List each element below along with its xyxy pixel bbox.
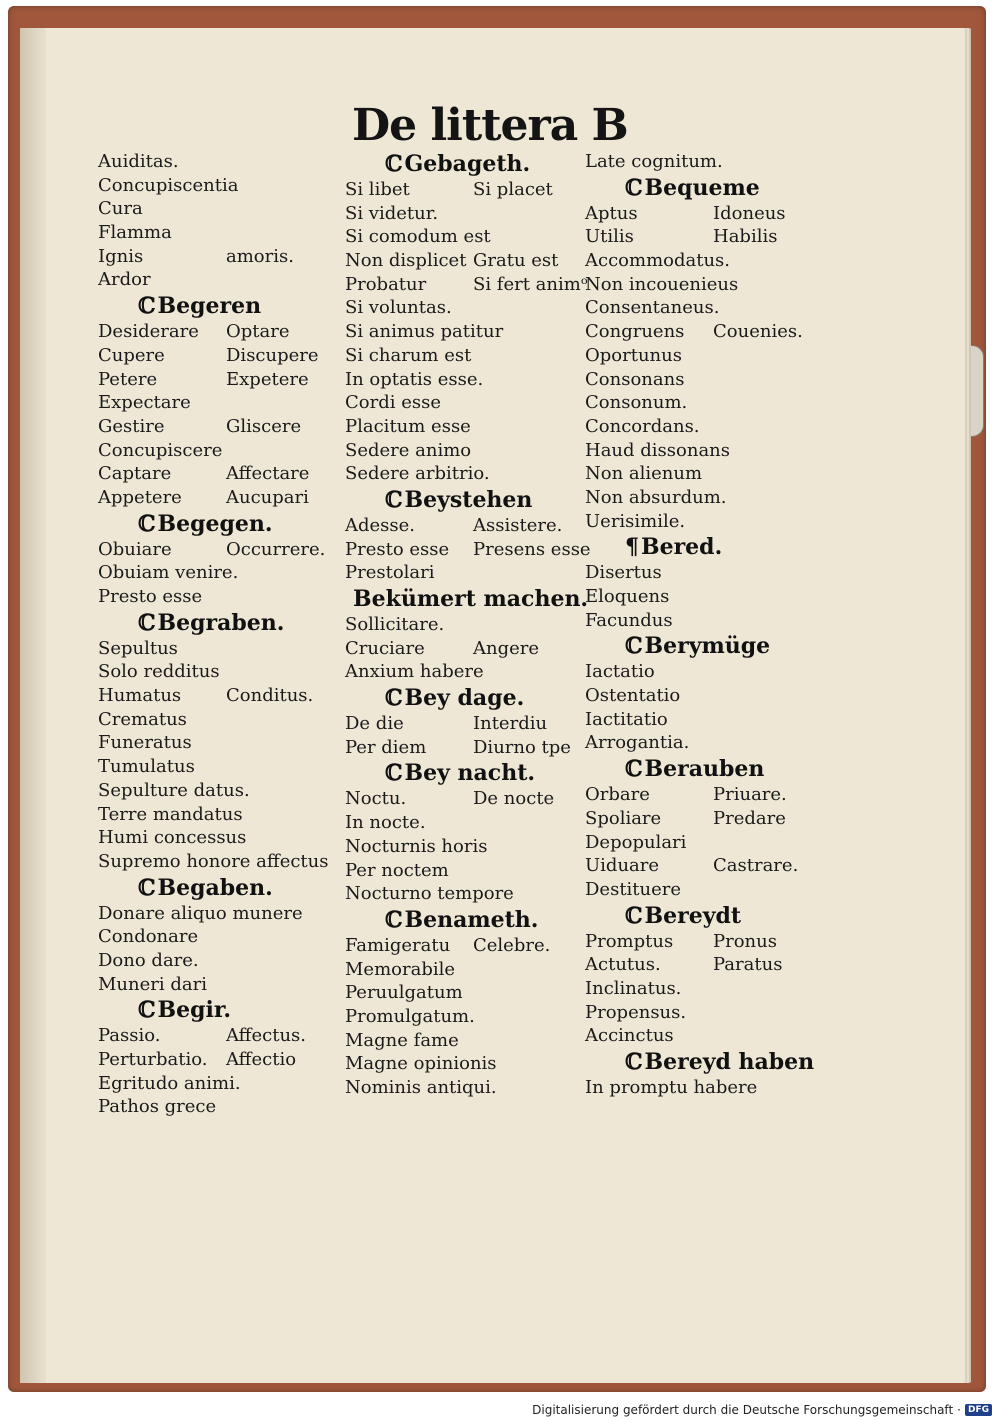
term: Sedere arbitrio.: [345, 463, 490, 485]
term: Spoliare: [585, 807, 662, 829]
term-synonym: Castrare.: [713, 855, 799, 877]
term: Desiderare: [98, 321, 199, 343]
term: Depopulari: [585, 831, 687, 853]
entry-line: [585, 731, 835, 755]
term-synonym: Affectare: [226, 463, 310, 485]
entry-line: [585, 249, 835, 273]
pilcrow-icon: ℂ: [385, 151, 403, 177]
entry-line: [98, 902, 348, 926]
term: Consonans: [585, 368, 685, 390]
pilcrow-icon: ℂ: [138, 997, 156, 1024]
entry-heading: [345, 685, 595, 711]
entry-heading: [345, 760, 595, 786]
page-gutter: [20, 28, 46, 1383]
term-synonym: Expetere: [226, 368, 309, 390]
entry-line: [98, 684, 348, 708]
term: Accommodatus.: [585, 250, 731, 272]
term: Prestolari: [345, 562, 435, 584]
term: Sepultus: [98, 637, 178, 659]
entry-line: [98, 1072, 348, 1096]
entry-line: [345, 1052, 595, 1076]
entry-line: [345, 514, 595, 538]
term: Expectare: [98, 392, 191, 414]
term: Cruciare: [345, 637, 425, 659]
entry-line: [345, 344, 595, 368]
entry-line: [98, 391, 348, 415]
entry-line: [98, 1024, 348, 1048]
entry-line: [98, 415, 348, 439]
term: Humi concessus: [98, 827, 247, 849]
term: Nominis antiqui.: [345, 1077, 497, 1098]
term-synonym: Interdiu: [473, 713, 548, 735]
entry-line: [345, 178, 595, 202]
entry-line: [585, 1076, 835, 1100]
entry-line: [585, 930, 835, 954]
term: Captare: [98, 463, 172, 485]
term: Pathos grece: [98, 1096, 217, 1118]
term: Appetere: [98, 486, 182, 508]
entry-line: [345, 934, 595, 958]
entry-line: [98, 561, 348, 585]
heading-text: Begir.: [157, 997, 232, 1024]
entry-heading: [345, 907, 595, 933]
entry-line: [98, 486, 348, 510]
entry-line: [345, 1005, 595, 1029]
term: Consentaneus.: [585, 297, 720, 319]
entry-line: [585, 953, 835, 977]
term: Auiditas.: [98, 151, 179, 172]
entry-line: [585, 660, 835, 684]
term-synonym: De nocte: [473, 788, 555, 810]
term: Facundus: [585, 609, 673, 631]
term-synonym: Diurno tpe: [473, 736, 571, 758]
entry-line: [585, 150, 835, 174]
entry-line: [345, 391, 595, 415]
term: Concordans.: [585, 415, 700, 437]
entry-heading: [345, 487, 595, 513]
column-1: [98, 150, 348, 1119]
entry-line: [345, 273, 595, 297]
term-synonym: Conditus.: [226, 685, 314, 707]
entry-line: [345, 202, 595, 226]
term: Destituere: [585, 878, 682, 900]
entry-line: [98, 949, 348, 973]
term: Sedere animo: [345, 439, 472, 461]
entry-line: [585, 486, 835, 510]
term: Si charum est: [345, 344, 472, 366]
term: Sollicitare.: [345, 614, 445, 635]
entry-line: [345, 736, 595, 760]
entry-line: [585, 202, 835, 226]
entry-line: [98, 779, 348, 803]
entry-line: [585, 585, 835, 609]
entry-line: [98, 826, 348, 850]
term-synonym: Aucupari: [226, 486, 309, 508]
entry-line: [585, 368, 835, 392]
entry-line: [585, 783, 835, 807]
term: Passio.: [98, 1025, 161, 1047]
entry-line: [345, 368, 595, 392]
entry-line: [585, 273, 835, 297]
entry-line: [345, 296, 595, 320]
entry-line: [98, 368, 348, 392]
entry-line: [585, 344, 835, 368]
entry-line: [345, 787, 595, 811]
entry-heading: [585, 175, 835, 201]
entry-line: [345, 249, 595, 273]
entry-line: [345, 859, 595, 883]
entry-line: [345, 882, 595, 906]
term: Noctu.: [345, 788, 407, 810]
entry-line: [98, 462, 348, 486]
entry-heading: [98, 293, 348, 319]
term: Terre mandatus: [98, 803, 243, 825]
term: Si videtur.: [345, 202, 439, 224]
term: Placitum esse: [345, 415, 471, 437]
term: Presto esse: [345, 538, 450, 560]
term-synonym: Affectus.: [226, 1025, 306, 1047]
heading-text: Berauben: [644, 756, 765, 783]
term-synonym: Habilis: [713, 226, 778, 248]
term: Obuiare: [98, 538, 172, 560]
entry-line: [98, 538, 348, 562]
heading-text: Begegen.: [157, 510, 273, 537]
entry-line: [585, 391, 835, 415]
heading-text: Begraben.: [157, 609, 285, 636]
pilcrow-icon: ℂ: [625, 902, 643, 929]
term: Non alienum: [585, 463, 703, 485]
entry-line: [98, 150, 348, 174]
term: De die: [345, 713, 404, 735]
column-2: [345, 150, 595, 1100]
term: Condonare: [98, 926, 199, 948]
term: Si comodum est: [345, 226, 491, 248]
term: Memorabile: [345, 958, 456, 980]
term: Humatus: [98, 685, 182, 707]
entry-line: [98, 585, 348, 609]
heading-text: Bered.: [641, 534, 723, 561]
term: Ostentatio: [585, 685, 681, 707]
term: Iactitatio: [585, 708, 668, 730]
term: Dono dare.: [98, 949, 199, 971]
term: Crematus: [98, 708, 187, 730]
entry-line: [585, 831, 835, 855]
heading-text: Berymüge: [644, 633, 771, 660]
entry-line: [345, 320, 595, 344]
heading-text: Bequeme: [644, 174, 760, 201]
term-synonym: Gratu est: [473, 250, 559, 272]
entry-line: [585, 439, 835, 463]
entry-line: [98, 731, 348, 755]
entry-line: [98, 708, 348, 732]
entry-heading: [98, 875, 348, 901]
pilcrow-icon: ℂ: [385, 685, 403, 712]
term: In promptu habere: [585, 1077, 758, 1098]
entry-line: [98, 637, 348, 661]
term: Orbare: [585, 784, 650, 806]
term: Donare aliquo munere: [98, 902, 303, 924]
entry-line: [98, 439, 348, 463]
entry-line: [585, 807, 835, 831]
term: Arrogantia.: [585, 732, 690, 754]
entry-heading: [585, 903, 835, 929]
pilcrow-icon: ℂ: [138, 874, 156, 901]
entry-line: [98, 221, 348, 245]
entry-heading: [345, 151, 595, 177]
page-title: De littera B: [352, 100, 628, 151]
term-synonym: Discupere: [226, 344, 319, 366]
term-synonym: Paratus: [713, 954, 783, 976]
term: Egritudo animi.: [98, 1072, 241, 1094]
entry-line: [98, 197, 348, 221]
term: Iactatio: [585, 661, 655, 683]
footer-credit: Digitalisierung gefördert durch die Deutsche Forschungsgemeinschaft · DFG: [532, 1403, 992, 1417]
footer-text: Digitalisierung gefördert durch die Deutsche Forschungsgemeinschaft: [532, 1403, 954, 1417]
term: Si animus patitur: [345, 321, 504, 343]
entry-line: [345, 462, 595, 486]
term-synonym: Predare: [713, 807, 786, 829]
entry-line: [98, 755, 348, 779]
entry-line: [585, 708, 835, 732]
entry-heading: [98, 610, 348, 636]
term-synonym: Presens esse: [473, 538, 591, 560]
entry-line: [585, 684, 835, 708]
entry-line: [585, 609, 835, 633]
term: Per noctem: [345, 859, 449, 881]
term-synonym: Assistere.: [473, 514, 563, 536]
entry-line: [345, 439, 595, 463]
term: Si voluntas.: [345, 297, 452, 319]
term: Non incouenieus: [585, 273, 739, 295]
term-synonym: Si fert animᵒ: [473, 273, 588, 295]
entry-line: [98, 1095, 348, 1119]
term: Adesse.: [345, 514, 416, 536]
term: Concupiscere: [98, 439, 223, 461]
term: Presto esse: [98, 586, 203, 607]
heading-text: Bereyd haben: [644, 1049, 815, 1075]
term: Aptus: [585, 202, 638, 224]
entry-line: [585, 977, 835, 1001]
term: Funeratus: [98, 732, 192, 754]
term-synonym: amoris.: [226, 245, 294, 267]
term: Promulgatum.: [345, 1005, 475, 1027]
term: Peruulgatum: [345, 982, 463, 1004]
term-synonym: Si placet: [473, 179, 553, 200]
pilcrow-icon: ℂ: [138, 293, 156, 320]
entry-line: [585, 320, 835, 344]
heading-text: Benameth.: [404, 906, 539, 933]
term: In nocte.: [345, 812, 426, 834]
heading-text: Begeren: [157, 293, 262, 320]
entry-heading: [585, 633, 835, 659]
term-synonym: Idoneus: [713, 202, 786, 224]
term: Inclinatus.: [585, 977, 682, 999]
entry-heading: [585, 756, 835, 782]
term-synonym: Angere: [473, 637, 540, 659]
pilcrow-icon: ℂ: [138, 609, 156, 636]
term: Gestire: [98, 415, 165, 437]
pilcrow-icon: ℂ: [625, 633, 643, 660]
entry-line: [345, 637, 595, 661]
term: Uiduare: [585, 855, 660, 877]
term: Si libet: [345, 179, 410, 200]
entry-line: [345, 660, 595, 684]
term: Perturbatio.: [98, 1049, 208, 1070]
entry-line: [345, 712, 595, 736]
term: Muneri dari: [98, 973, 207, 995]
term: Nocturnis horis: [345, 835, 488, 857]
term: Obuiam venire.: [98, 562, 239, 584]
entry-line: [585, 462, 835, 486]
term: Magne opinionis: [345, 1053, 497, 1075]
entry-line: [585, 878, 835, 902]
pilcrow-icon: ¶: [625, 534, 639, 561]
term: Consonum.: [585, 392, 688, 414]
term: Magne fame: [345, 1029, 459, 1051]
term: Sepulture datus.: [98, 779, 250, 801]
entry-line: [345, 225, 595, 249]
heading-text: Begaben.: [157, 874, 273, 901]
term: Cura: [98, 198, 143, 220]
column-3: [585, 150, 835, 1100]
entry-line: [585, 1024, 835, 1048]
pilcrow-icon: ℂ: [385, 486, 403, 513]
entry-line: [585, 561, 835, 585]
term: Probatur: [345, 273, 427, 295]
term: Congruens: [585, 321, 685, 343]
pilcrow-icon: ℂ: [138, 510, 156, 537]
term: Anxium habere: [345, 661, 484, 683]
entry-heading: [585, 1049, 835, 1075]
entry-line: [98, 803, 348, 827]
pilcrow-icon: ℂ: [625, 174, 643, 201]
term: Haud dissonans: [585, 439, 731, 461]
entry-heading: [585, 534, 835, 560]
entry-heading: [98, 511, 348, 537]
entry-line: [345, 538, 595, 562]
term: Ardor: [98, 269, 151, 291]
entry-line: [345, 415, 595, 439]
heading-text: Bekümert machen.: [353, 586, 589, 612]
pilcrow-icon: ℂ: [625, 756, 643, 783]
term: Late cognitum.: [585, 151, 723, 172]
term: Propensus.: [585, 1001, 687, 1023]
entry-line: [585, 225, 835, 249]
term: Promptus: [585, 930, 674, 952]
entry-line: [98, 268, 348, 292]
entry-line: [98, 320, 348, 344]
term-synonym: Optare: [226, 321, 290, 343]
term: Cupere: [98, 344, 165, 366]
term-synonym: Pronus: [713, 930, 777, 952]
entry-line: [585, 510, 835, 534]
heading-text: Bey nacht.: [404, 760, 536, 787]
entry-line: [98, 850, 348, 874]
term-synonym: Couenies.: [713, 321, 803, 343]
pilcrow-icon: ℂ: [385, 906, 403, 933]
entry-line: [345, 1029, 595, 1053]
entry-line: [98, 174, 348, 198]
term: Petere: [98, 368, 158, 390]
pilcrow-icon: ℂ: [625, 1049, 643, 1075]
term: Cordi esse: [345, 392, 441, 414]
term: Famigeratu: [345, 934, 451, 956]
entry-line: [345, 981, 595, 1005]
term-synonym: Priuare.: [713, 784, 787, 806]
heading-text: Gebageth.: [404, 151, 531, 177]
entry-line: [345, 561, 595, 585]
pilcrow-icon: ℂ: [385, 760, 403, 787]
term: Disertus: [585, 562, 662, 584]
term: Eloquens: [585, 586, 670, 607]
term-synonym: Celebre.: [473, 934, 551, 956]
heading-text: Bereydt: [644, 902, 742, 929]
entry-line: [345, 811, 595, 835]
term: Utilis: [585, 226, 634, 248]
entry-line: [345, 958, 595, 982]
entry-line: [98, 344, 348, 368]
term: Nocturno tempore: [345, 883, 514, 905]
entry-line: [345, 835, 595, 859]
term: Supremo honore affectus: [98, 850, 329, 872]
term: Non displicet: [345, 250, 467, 272]
heading-text: Bey dage.: [404, 685, 525, 712]
heading-text: Beystehen: [404, 486, 533, 513]
term-synonym: Affectio: [226, 1049, 297, 1070]
entry-line: [345, 1076, 595, 1100]
entry-heading: [345, 586, 595, 612]
entry-heading: [98, 997, 348, 1023]
term: Tumulatus: [98, 756, 195, 778]
term: In optatis esse.: [345, 368, 484, 390]
term: Solo redditus: [98, 661, 220, 683]
entry-line: [585, 296, 835, 320]
term: Oportunus: [585, 344, 682, 366]
term: Actutus.: [585, 954, 661, 976]
entry-line: [585, 1001, 835, 1025]
entry-line: [585, 854, 835, 878]
entry-line: [345, 613, 595, 637]
term-synonym: Occurrere.: [226, 538, 326, 560]
term: Uerisimile.: [585, 510, 686, 532]
term: Flamma: [98, 222, 172, 244]
term: Concupiscentia: [98, 174, 239, 196]
entry-line: [98, 245, 348, 269]
term-synonym: Gliscere: [226, 415, 302, 437]
entry-line: [585, 415, 835, 439]
entry-line: [98, 660, 348, 684]
entry-line: [98, 973, 348, 997]
dfg-logo: DFG: [965, 1404, 992, 1416]
term: Accinctus: [585, 1025, 674, 1047]
term: Per diem: [345, 736, 427, 758]
term: Non absurdum.: [585, 486, 727, 508]
term: Ignis: [98, 245, 144, 267]
entry-line: [98, 925, 348, 949]
entry-line: [98, 1048, 348, 1072]
